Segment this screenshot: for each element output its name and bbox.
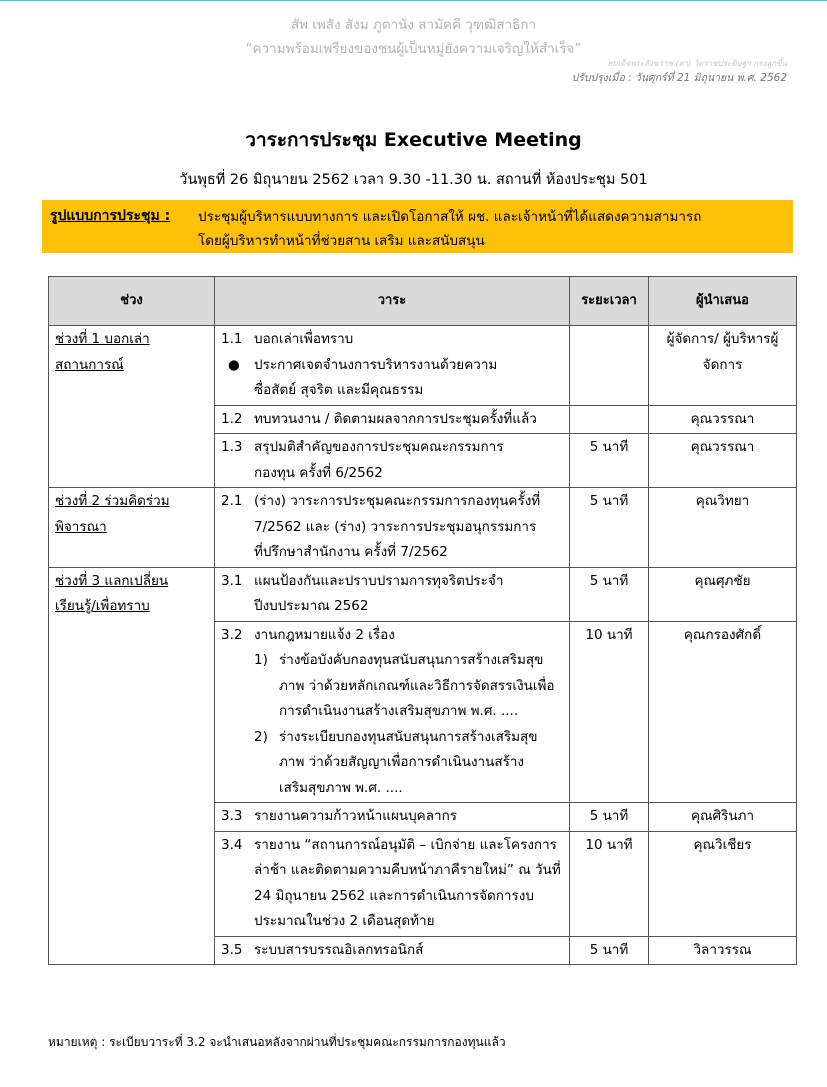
item-text: สรุปมติสำคัญของการประชุมคณะกรรมการกองทุน ครั้งที่ 6/2562 xyxy=(254,439,504,481)
item-duration: 5 นาที xyxy=(570,488,649,568)
sub-item-number: 2) xyxy=(254,728,268,745)
item-presenter: คุณศิรินภา xyxy=(649,803,797,832)
agenda-item-3-5 xyxy=(215,936,570,965)
agenda-item-1-1 xyxy=(215,326,570,406)
phase-1-cell xyxy=(49,326,215,488)
agenda-table xyxy=(48,276,797,965)
agenda-item-1-3 xyxy=(215,434,570,488)
footnote: หมายเหตุ : ระเบียบวาระที่ 3.2 จะนำเสนอหลังจากผ่านที่ประชุมคณะกรรมการกองทุนแล้ว xyxy=(48,1035,506,1049)
motto-line-2: “ความพร้อมเพรียงของชนผู้เป็นหมู่ยังความเจริญให้สำเร็จ” xyxy=(245,41,582,57)
phase-2-cell xyxy=(49,488,215,568)
item-text: ระบบสารบรรณอิเลกทรอนิกส์ xyxy=(254,941,424,958)
sub-item-number: 1) xyxy=(254,652,268,668)
table-header-row xyxy=(49,277,797,326)
item-presenter: คุณวิทยา xyxy=(649,488,797,568)
table-row xyxy=(49,488,797,568)
meeting-format-text-2: โดยผู้บริหารทำหน้าที่ช่วยสาน เสริม และสนับสนุน xyxy=(198,233,485,249)
item-text: รายงานความก้าวหน้าแผนบุคลากร xyxy=(254,808,457,824)
item-number: 1.2 xyxy=(221,410,243,427)
item-presenter: คุณศุภชัย xyxy=(649,567,797,621)
header-agenda: วาระ xyxy=(215,277,570,326)
phase-1-title: ช่วงที่ 1 บอกเล่า xyxy=(55,331,150,347)
updated-date: ปรับปรุงเมื่อ : วันศุกร์ที่ 21 มิถุนายน พ.ศ. 2562 xyxy=(571,72,787,84)
top-border-line xyxy=(0,0,827,1)
phase-2-subtitle: พิจารณา xyxy=(55,518,107,535)
agenda-item-1-2 xyxy=(215,405,570,434)
phase-3-subtitle: เรียนรู้/เพื่อทราบ xyxy=(55,598,150,614)
agenda-item-3-2 xyxy=(215,621,570,803)
item-presenter: คุณวิเชียร xyxy=(649,831,797,936)
department-text: สมเด็จพระสังฆราช (สา) วัดราชประดิษฐฯ กรงลูกขึ้น xyxy=(607,59,787,68)
phase-3-title: ช่วงที่ 3 แลกเปลี่ยน xyxy=(55,572,169,589)
bullet-dot-icon: ● xyxy=(228,356,240,373)
item-presenter: คุณวรรณา xyxy=(649,405,797,434)
phase-1-subtitle: สถานการณ์ xyxy=(55,356,124,373)
meeting-format-box xyxy=(42,200,793,253)
item-number: 3.4 xyxy=(221,836,243,853)
item-number: 3.3 xyxy=(221,808,243,824)
agenda-item-2-1 xyxy=(215,488,570,568)
table-row xyxy=(49,567,797,621)
item-duration xyxy=(570,326,649,406)
sub-item-text: ร่างข้อบังคับกองทุนสนับสนุนการสร้างเสริมสุขภาพ ว่าด้วยหลักเกณฑ์และวิธีการจัดสรรเงินเพื่อการดำเนินงานสร้างเสริมสุขภาพ พ.ศ. .... xyxy=(279,652,555,719)
item-duration: 5 นาที xyxy=(570,434,649,488)
item-text: แผนป้องกันและปราบปรามการทุจริตประจำปีงบประมาณ 2562 xyxy=(254,572,504,614)
meeting-format-label: รูปแบบการประชุม : xyxy=(50,208,171,224)
agenda-item-3-1 xyxy=(215,567,570,621)
item-bullet-text: ประกาศเจตจำนงการบริหารงานด้วยความซื่อสัตย์ สุจริต และมีคุณธรรม xyxy=(254,356,498,398)
item-duration: 5 นาที xyxy=(570,803,649,832)
item-presenter: คุณวรรณา xyxy=(649,434,797,488)
item-duration: 5 นาที xyxy=(570,567,649,621)
item-text: งานกฎหมายแจ้ง 2 เรื่อง xyxy=(254,626,395,643)
phase-2-title: ช่วงที่ 2 ร่วมคิดร่วม xyxy=(55,493,170,509)
item-presenter: คุณกรองศักดิ์ xyxy=(649,621,797,803)
item-text: บอกเล่าเพื่อทราบ xyxy=(254,331,354,347)
agenda-item-3-3 xyxy=(215,803,570,832)
item-number: 3.5 xyxy=(221,941,243,958)
item-duration xyxy=(570,405,649,434)
item-number: 3.1 xyxy=(221,572,243,589)
item-text: ทบทวนงาน / ติดตามผลจากการประชุมครั้งที่แล้ว xyxy=(254,410,537,427)
page-title: วาระการประชุม Executive Meeting xyxy=(245,129,582,151)
item-number: 1.3 xyxy=(221,439,243,455)
phase-3-cell xyxy=(49,567,215,965)
header-phase: ช่วง xyxy=(49,277,215,326)
item-text: (ร่าง) วาระการประชุมคณะกรรมการกองทุนครั้งที่ 7/2562 และ (ร่าง) วาระการประชุมอนุกรรมการที่ปรึกษาสำนักงาน ครั้งที่ 7/2562 xyxy=(254,493,541,560)
item-presenter: ผู้จัดการ/ ผู้บริหารผู้จัดการ xyxy=(649,326,797,406)
item-number: 2.1 xyxy=(221,493,243,509)
item-duration: 5 นาที xyxy=(570,936,649,965)
meeting-datetime: วันพุธที่ 26 มิถุนายน 2562 เวลา 9.30 -11.30 น. สถานที่ ห้องประชุม 501 xyxy=(179,172,648,188)
header-presenter: ผู้นำเสนอ xyxy=(649,277,797,326)
sub-item-text: ร่างระเบียบกองทุนสนับสนุนการสร้างเสริมสุขภาพ ว่าด้วยสัญญาเพื่อการดำเนินงานสร้างเสริมสุขภาพ พ.ศ. .... xyxy=(279,728,538,796)
item-presenter: วิลาวรรณ xyxy=(649,936,797,965)
item-number: 3.2 xyxy=(221,626,243,643)
item-duration: 10 นาที xyxy=(570,621,649,803)
header-duration: ระยะเวลา xyxy=(570,277,649,326)
motto-line-1: สัพ เพสัง สังม ภูตานัง สามัคคี วุฑฒิสาธิกา xyxy=(290,17,537,33)
meeting-format-text-1: ประชุมผู้บริหารแบบทางการ และเปิดโอกาสให้ ผช. และเจ้าหน้าที่ได้แสดงความสามารถ xyxy=(198,209,702,225)
item-text: รายงาน “สถานการณ์อนุมัติ – เบิกจ่าย และโครงการล่าช้า และติดตามความคืบหน้าภาคีรายใหม่” ณ วันที่ 24 มิถุนายน 2562 และการดำเนินการจัดการงบประมาณในช่วง 2 เดือนสุดท้าย xyxy=(254,836,561,929)
item-number: 1.1 xyxy=(221,331,243,347)
table-row xyxy=(49,326,797,406)
agenda-item-3-4 xyxy=(215,831,570,936)
item-duration: 10 นาที xyxy=(570,831,649,936)
